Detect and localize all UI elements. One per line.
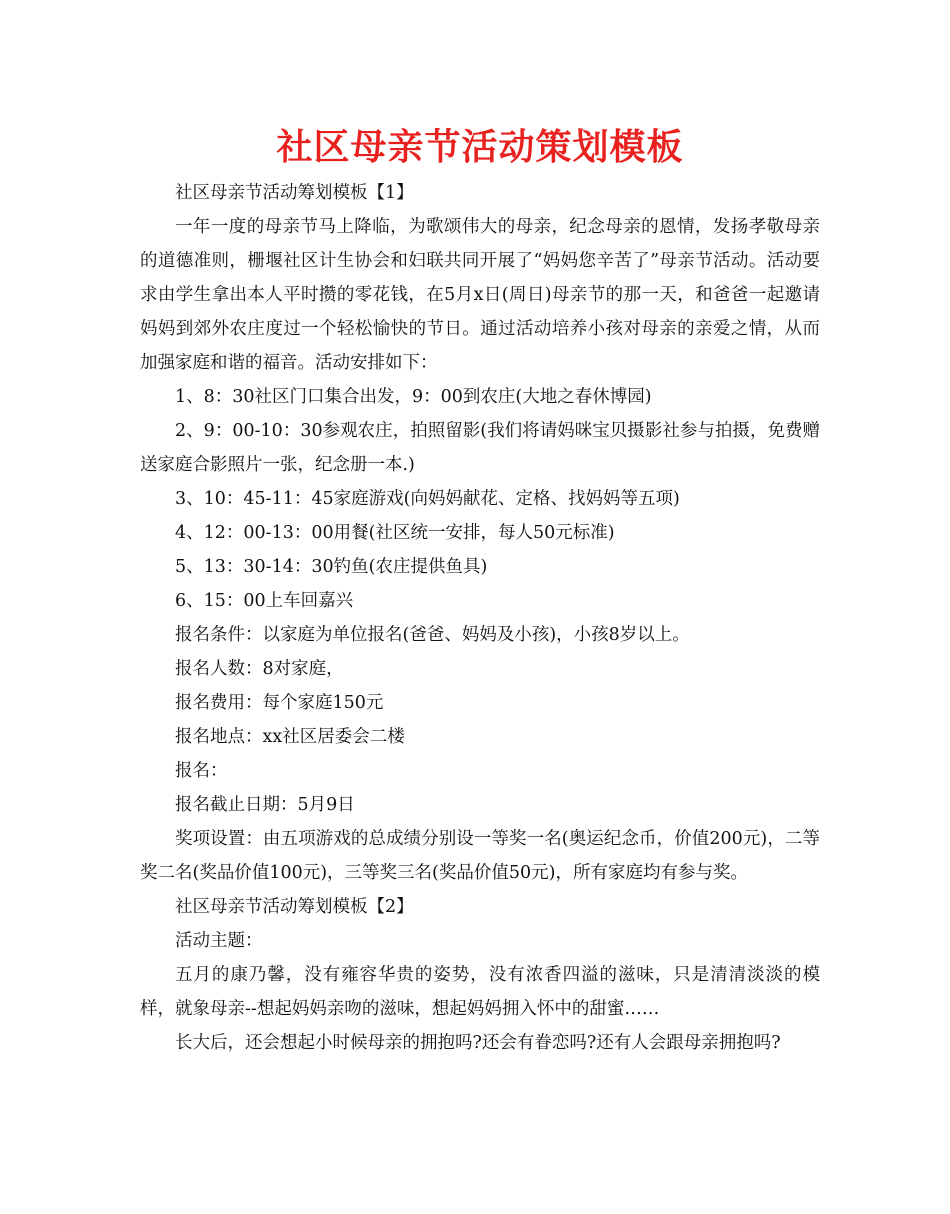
- paragraph: 社区母亲节活动筹划模板【2】: [175, 897, 414, 917]
- document-body: [140, 176, 820, 1060]
- paragraph: 报名地点：xx社区居委会二楼: [175, 727, 405, 747]
- paragraph: 5、13：30-14：30钓鱼(农庄提供鱼具): [175, 557, 488, 577]
- paragraph: 报名：: [175, 761, 228, 781]
- paragraph: 4、12：00-13：00用餐(社区统一安排，每人50元标准): [175, 523, 615, 543]
- paragraph: 奖项设置：由五项游戏的总成绩分别设一等奖一名(奥运纪念币，价值200元)，二等奖二名(奖品价值100元)，三等奖三名(奖品价值50元)，所有家庭均有参与奖。: [140, 829, 820, 883]
- paragraph: 3、10：45-11：45家庭游戏(向妈妈献花、定格、找妈妈等五项): [175, 489, 680, 509]
- paragraph: 活动主题：: [175, 931, 263, 951]
- document-page: [140, 120, 820, 1060]
- paragraph: 一年一度的母亲节马上降临，为歌颂伟大的母亲，纪念母亲的恩情，发扬孝敬母亲的道德准则，栅堰社区计生协会和妇联共同开展了“妈妈您辛苦了”母亲节活动。活动要求由学生拿出本人平时攒的零花钱，在5月x日(周日)母亲节的那一天，和爸爸一起邀请妈妈到郊外农庄度过一个轻松愉快的节日。通过活动培养小孩对母亲的亲爱之情，从而加强家庭和谐的福音。活动安排如下：: [140, 217, 820, 373]
- document-title: 社区母亲节活动策划模板: [276, 127, 684, 168]
- paragraph: 报名条件：以家庭为单位报名(爸爸、妈妈及小孩)，小孩8岁以上。: [175, 625, 690, 645]
- paragraph: 社区母亲节活动筹划模板【1】: [175, 183, 414, 203]
- paragraph: 长大后，还会想起小时候母亲的拥抱吗?还会有眷恋吗?还有人会跟母亲拥抱吗?: [175, 1033, 781, 1053]
- paragraph: 报名费用：每个家庭150元: [175, 693, 384, 713]
- paragraph: 报名截止日期：5月9日: [175, 795, 355, 815]
- paragraph: 五月的康乃馨，没有雍容华贵的姿势，没有浓香四溢的滋味，只是清清淡淡的模样，就象母亲--想起妈妈亲吻的滋味，想起妈妈拥入怀中的甜蜜……: [140, 965, 820, 1019]
- paragraph: 2、9：00-10：30参观农庄，拍照留影(我们将请妈咪宝贝摄影社参与拍摄，免费赠送家庭合影照片一张，纪念册一本.): [140, 421, 820, 475]
- paragraph: 报名人数：8对家庭，: [175, 659, 344, 679]
- paragraph: 6、15：00上车回嘉兴: [175, 591, 354, 611]
- paragraph: 1、8：30社区门口集合出发，9：00到农庄(大地之春休博园): [175, 387, 652, 407]
